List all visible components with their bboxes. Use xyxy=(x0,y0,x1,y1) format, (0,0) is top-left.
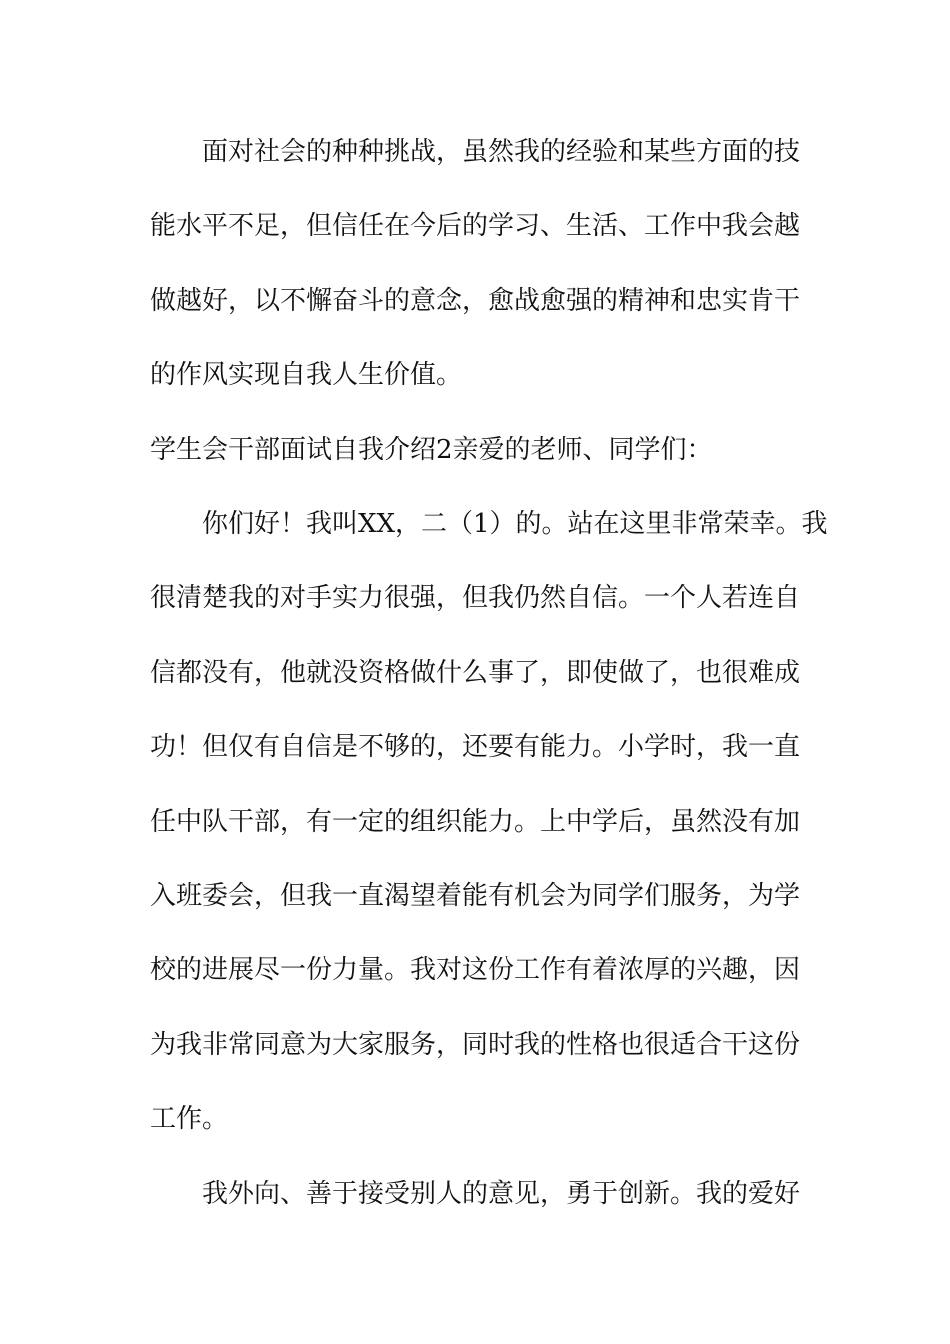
paragraph-1-line-4: 的作风实现自我人生价值。 xyxy=(150,360,463,390)
paragraph-2-line-1: 你们好！我叫XX，二（1）的。站在这里非常荣幸。我 xyxy=(202,509,828,539)
paragraph-1-line-2: 能水平不足，但信任在今后的学习、生活、工作中我会越 xyxy=(150,211,801,241)
paragraph-1-line-1: 面对社会的种种挑战，虽然我的经验和某些方面的技 xyxy=(202,137,801,167)
paragraph-1-line-3: 做越好，以不懈奋斗的意念，愈战愈强的精神和忠实肯干 xyxy=(150,286,801,316)
paragraph-2-line-2: 很清楚我的对手实力很强，但我仍然自信。一个人若连自 xyxy=(150,583,801,613)
paragraph-2-line-9: 工作。 xyxy=(150,1104,229,1134)
paragraph-2-line-3: 信都没有，他就没资格做什么事了，即使做了，也很难成 xyxy=(150,658,801,688)
paragraph-2-line-5: 任中队干部，有一定的组织能力。上中学后，虽然没有加 xyxy=(150,807,801,837)
paragraph-3-line-1: 我外向、善于接受别人的意见，勇于创新。我的爱好 xyxy=(202,1179,801,1209)
paragraph-2-line-8: 为我非常同意为大家服务，同时我的性格也很适合干这份 xyxy=(150,1030,801,1060)
paragraph-2-line-7: 校的进展尽一份力量。我对这份工作有着浓厚的兴趣，因 xyxy=(150,955,801,985)
paragraph-2-line-4: 功！但仅有自信是不够的，还要有能力。小学时，我一直 xyxy=(150,732,801,762)
paragraph-2-line-6: 入班委会，但我一直渴望着能有机会为同学们服务，为学 xyxy=(150,881,801,911)
section-heading: 学生会干部面试自我介绍2亲爱的老师、同学们： xyxy=(150,435,713,465)
